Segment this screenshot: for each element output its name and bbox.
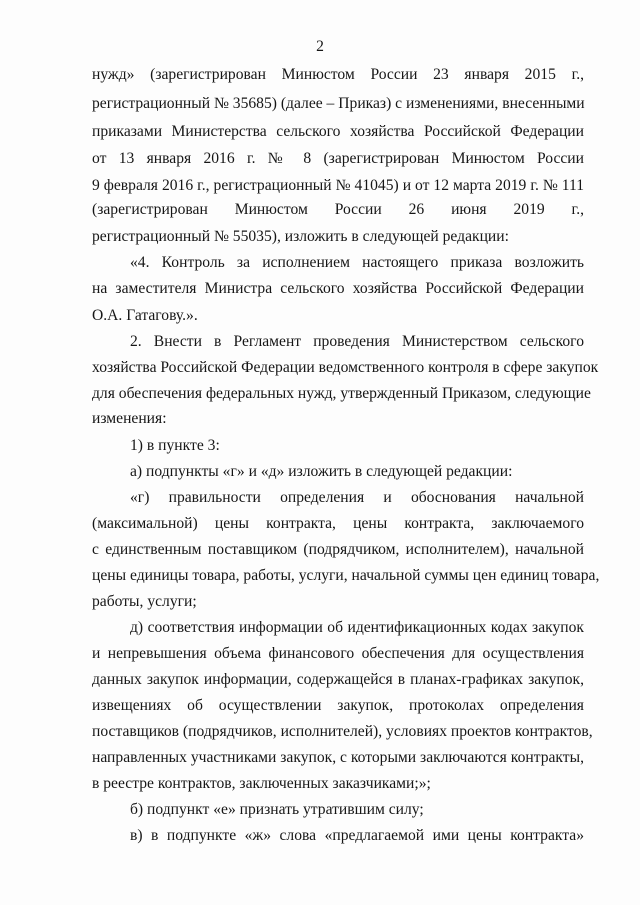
text-line: и непревышения объема финансового обеспечения для осуществления (92, 645, 584, 662)
text-line: хозяйства Российской Федерации ведомственного контроля в сфере закупок (92, 359, 599, 376)
text-line: данных закупок информации, содержащейся в планах-графиках закупок, (92, 671, 584, 688)
text-line: для обеспечения федеральных нужд, утвержденный Приказом, следующие (92, 385, 591, 402)
text-line: «г) правильности определения и обоснования начальной (130, 489, 584, 506)
page-number: 2 (316, 38, 324, 55)
text-line: 9 февраля 2016 г., регистрационный № 41045) и от 12 марта 2019 г. № 111 (92, 177, 584, 194)
text-line: (максимальной) цены контракта, цены контракта, заключаемого (92, 515, 584, 532)
text-line: изменения: (92, 410, 167, 427)
text-line: направленных участниками закупок, с которыми заключаются контракты, (92, 749, 584, 766)
text-line: регистрационный № 35685) (далее – Приказ) с изменениями, внесенными (92, 95, 585, 112)
text-line: поставщиков (подрядчиков, исполнителей), условиях проектов контрактов, (92, 723, 593, 740)
text-line: регистрационный № 55035), изложить в следующей редакции: (92, 228, 509, 245)
text-line: цены единицы товара, работы, услуги, начальной суммы цен единиц товара, (92, 567, 600, 584)
text-line: (зарегистрирован Минюстом России 26 июня 2019 г., (92, 201, 584, 218)
text-line: а) подпункты «г» и «д» изложить в следующей редакции: (130, 463, 513, 480)
text-line: на заместителя Министра сельского хозяйства Российской Федерации (92, 280, 584, 297)
text-line: приказами Министерства сельского хозяйства Российской Федерации (92, 123, 584, 140)
text-line: извещениях об осуществлении закупок, протоколах определения (92, 697, 584, 714)
text-line: от 13 января 2016 г. № 8 (зарегистрирован Минюстом России (92, 150, 584, 167)
text-line: с единственным поставщиком (подрядчиком, исполнителем), начальной (92, 541, 584, 558)
text-line: в реестре контрактов, заключенных заказчиками;»; (92, 775, 431, 792)
text-line: О.А. Гатагову.». (92, 307, 198, 324)
text-line: 1) в пункте 3: (130, 437, 220, 454)
text-line: б) подпункт «е» признать утратившим силу; (130, 801, 424, 818)
text-line: работы, услуги; (92, 593, 197, 610)
text-line: «4. Контроль за исполнением настоящего приказа возложить (130, 254, 584, 271)
text-line: в) в подпункте «ж» слова «предлагаемой ими цены контракта» (130, 827, 584, 844)
text-line: 2. Внести в Регламент проведения Министерством сельского (130, 333, 584, 350)
text-line: нужд» (зарегистрирован Минюстом России 23 января 2015 г., (92, 66, 584, 83)
text-line: д) соответствия информации об идентификационных кодах закупок (130, 619, 584, 636)
